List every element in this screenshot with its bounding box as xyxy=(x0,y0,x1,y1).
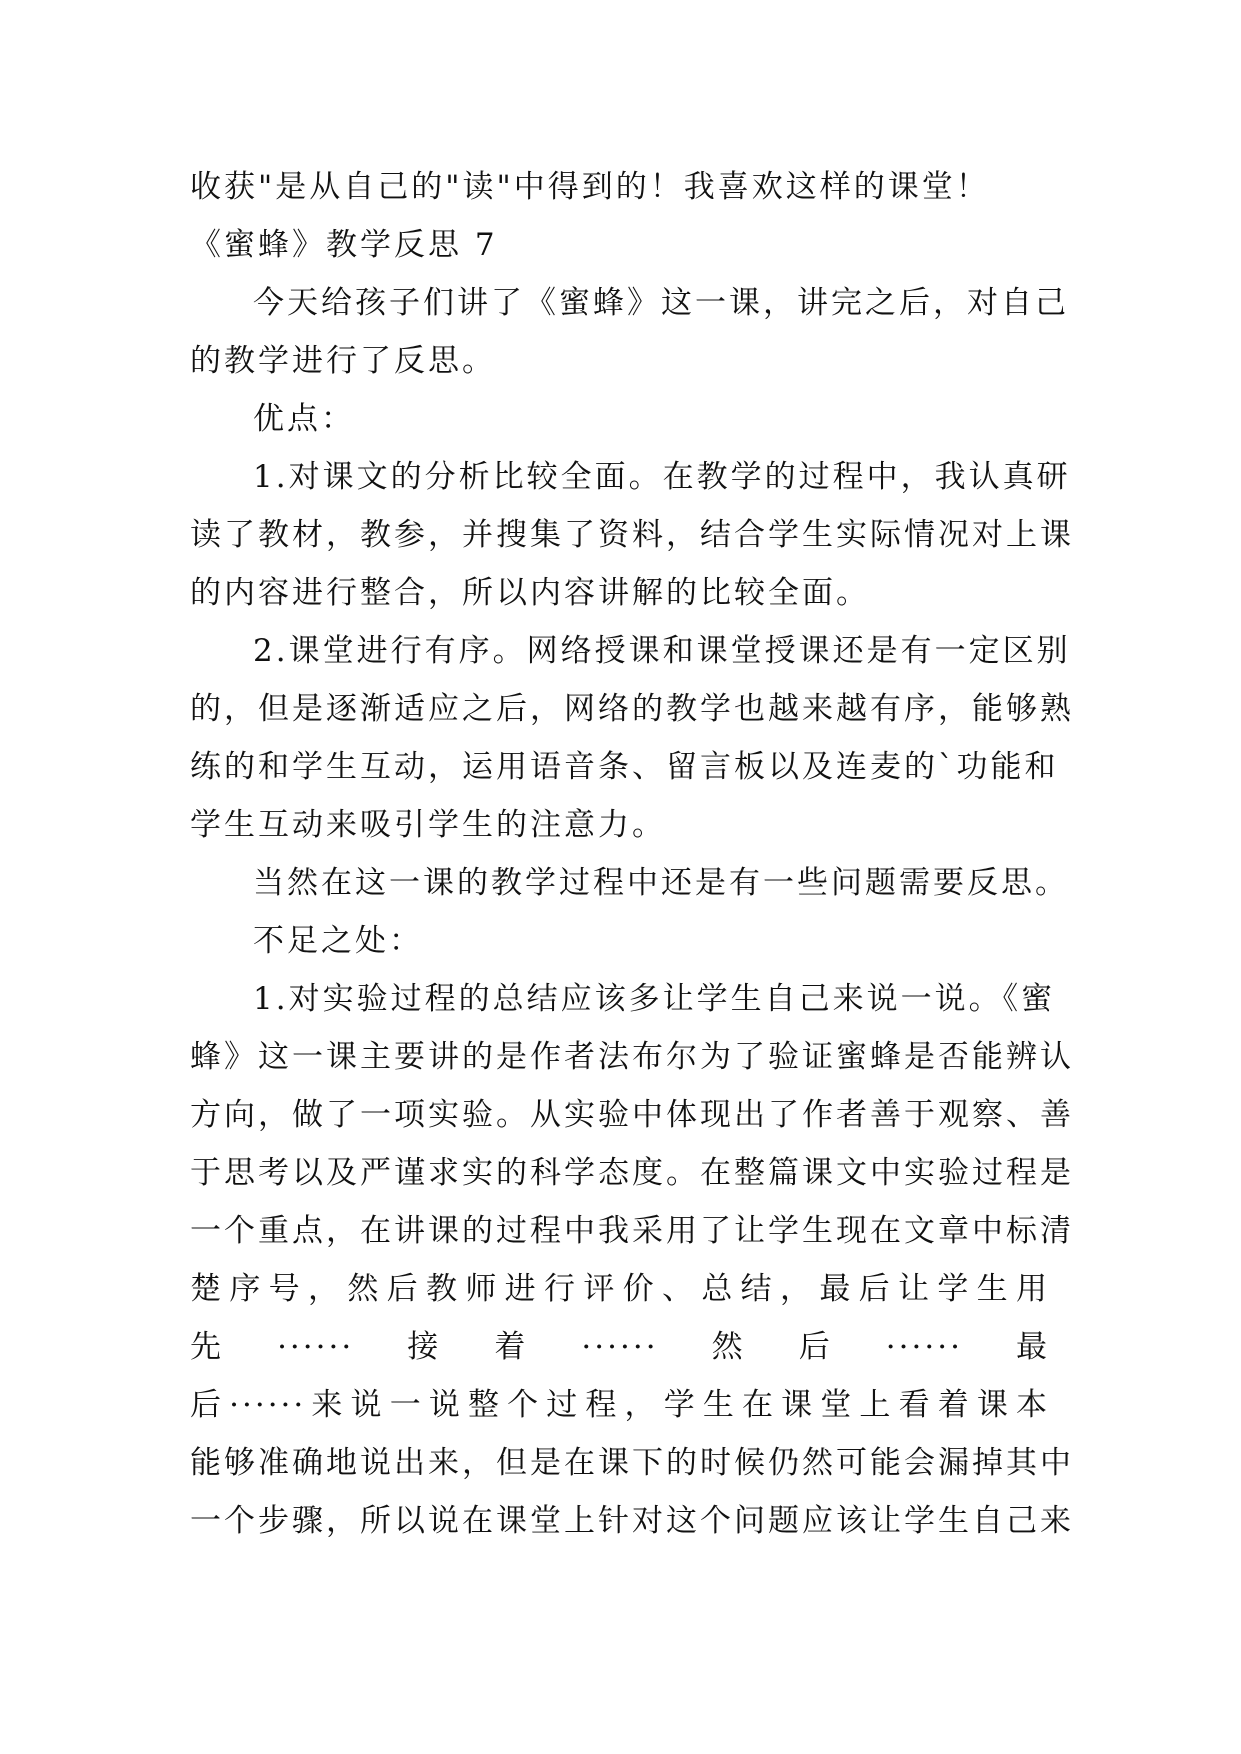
text-line-13: 当然在这一课的教学过程中还是有一些问题需要反思。 xyxy=(253,865,1069,901)
text-line-22: 后······来说一说整个过程，学生在课堂上看着课本 xyxy=(190,1387,1050,1423)
text-line-6: 1.对课文的分析比较全面。在教学的过程中，我认真研 xyxy=(253,459,1071,495)
advantages-label: 优点： xyxy=(253,401,355,437)
shortcomings-label: 不足之处： xyxy=(253,923,423,959)
text-line-17: 方向，做了一项实验。从实验中体现出了作者善于观察、善 xyxy=(190,1097,1074,1133)
section-heading: 《蜜蜂》教学反思 7 xyxy=(190,227,498,263)
text-line-4: 的教学进行了反思。 xyxy=(190,343,496,379)
text-line-8: 的内容进行整合，所以内容讲解的比较全面。 xyxy=(190,575,870,611)
text-line-16: 蜂》这一课主要讲的是作者法布尔为了验证蜜蜂是否能辨认 xyxy=(190,1039,1074,1075)
text-line-15: 1.对实验过程的总结应该多让学生自己来说一说。《蜜 xyxy=(253,981,1056,1017)
text-line-18: 于思考以及严谨求实的科学态度。在整篇课文中实验过程是 xyxy=(190,1155,1074,1191)
text-line-12: 学生互动来吸引学生的注意力。 xyxy=(190,807,666,843)
text-line-10: 的，但是逐渐适应之后，网络的教学也越来越有序，能够熟 xyxy=(190,691,1074,727)
text-line-3: 今天给孩子们讲了《蜜蜂》这一课，讲完之后，对自己 xyxy=(253,285,1069,321)
text-line-7: 读了教材，教参，并搜集了资料，结合学生实际情况对上课 xyxy=(190,517,1074,553)
text-line-19: 一个重点，在讲课的过程中我采用了让学生现在文章中标清 xyxy=(190,1213,1074,1249)
text-line-9: 2.课堂进行有序。网络授课和课堂授课还是有一定区别 xyxy=(253,633,1071,669)
text-line-20: 楚序号，然后教师进行评价、总结，最后让学生用 xyxy=(190,1271,1050,1307)
text-line-21: 先······接着······然后······最 xyxy=(190,1329,1050,1365)
text-line-24: 一个步骤，所以说在课堂上针对这个问题应该让学生自己来 xyxy=(190,1503,1074,1539)
text-line-11: 练的和学生互动，运用语音条、留言板以及连麦的`功能和 xyxy=(190,749,1059,785)
text-line-1: 收获"是从自己的"读"中得到的！我喜欢这样的课堂！ xyxy=(190,169,990,205)
text-line-23: 能够准确地说出来，但是在课下的时候仍然可能会漏掉其中 xyxy=(190,1445,1074,1481)
